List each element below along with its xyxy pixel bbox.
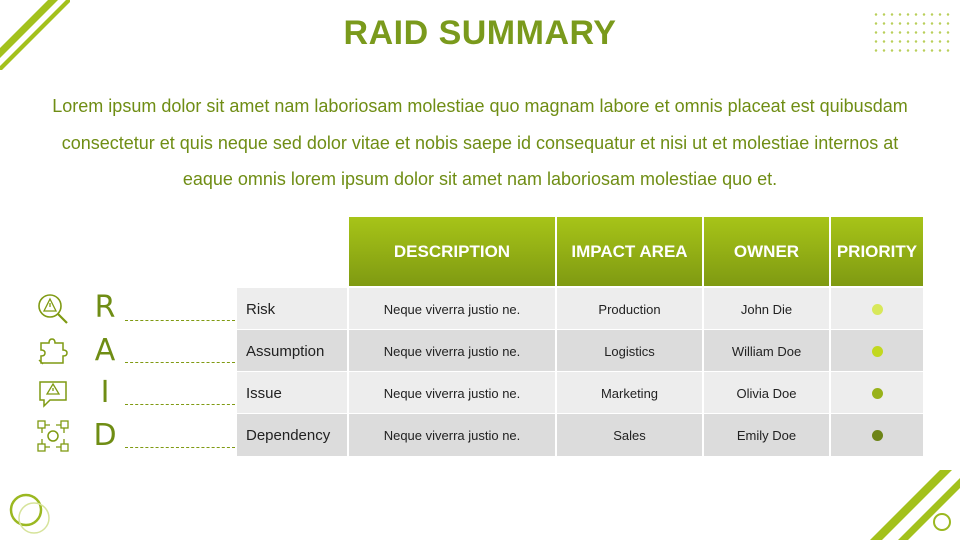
table-row (237, 413, 923, 456)
owner-cell: Emily Doe (736, 427, 797, 443)
intro-paragraph: Lorem ipsum dolor sit amet nam laboriosam molestiae quo magnam labore et omnis placeat est quibusdam consectetur et quis neque sed dolor vitae et nobis saepe id consequatur et nisi ut et molestiae internos at eaque omnis lorem ipsum dolor sit amet nam laboriosam molestiae quo et. (52, 96, 908, 189)
priority-cell (831, 414, 923, 456)
description-cell: Neque viverra justio ne. (383, 343, 521, 359)
table-row (237, 287, 923, 330)
dashed-connector (125, 320, 235, 321)
row-label: Issue (246, 384, 282, 402)
priority-indicator (872, 346, 883, 357)
owner-cell: John Die (740, 301, 793, 317)
impact-cell: Marketing (600, 385, 659, 401)
page-title: RAID SUMMARY (343, 14, 617, 52)
description-cell: Neque viverra justio ne. (383, 427, 521, 443)
impact-cell: Production (598, 301, 661, 317)
letter-a: A (94, 333, 116, 368)
table-row (237, 371, 923, 414)
row-label: Risk (246, 300, 276, 318)
dashed-connector (125, 447, 235, 448)
letter-r: R (94, 290, 116, 325)
row-label: Dependency (246, 426, 331, 444)
table-row (237, 329, 923, 372)
priority-indicator (872, 388, 883, 399)
priority-indicator (872, 430, 883, 441)
description-cell: Neque viverra justio ne. (383, 301, 521, 317)
dependency-network-icon (36, 419, 70, 453)
owner-cell: William Doe (731, 343, 802, 359)
assumption-puzzle-icon (36, 334, 70, 368)
priority-indicator (872, 304, 883, 315)
header-owner: OWNER (704, 217, 829, 286)
circle-decoration-bottom-left (4, 490, 54, 540)
priority-cell (831, 372, 923, 414)
priority-cell (831, 288, 923, 330)
corner-stripes-bottom-right (870, 470, 960, 540)
priority-cell (831, 330, 923, 372)
letter-i: I (100, 375, 110, 410)
impact-cell: Logistics (604, 343, 655, 359)
description-cell: Neque viverra justio ne. (383, 385, 521, 401)
dashed-connector (125, 404, 235, 405)
owner-cell: Olivia Doe (736, 385, 797, 401)
header-description: DESCRIPTION (349, 217, 555, 286)
letter-d: D (93, 418, 117, 453)
risk-magnifier-icon (36, 292, 70, 326)
impact-cell: Sales (613, 427, 646, 443)
issue-chat-alert-icon (36, 376, 70, 410)
header-priority: PRIORITY (831, 217, 923, 286)
dashed-connector (125, 362, 235, 363)
header-impact-area: IMPACT AREA (557, 217, 702, 286)
row-label: Assumption (246, 342, 325, 360)
